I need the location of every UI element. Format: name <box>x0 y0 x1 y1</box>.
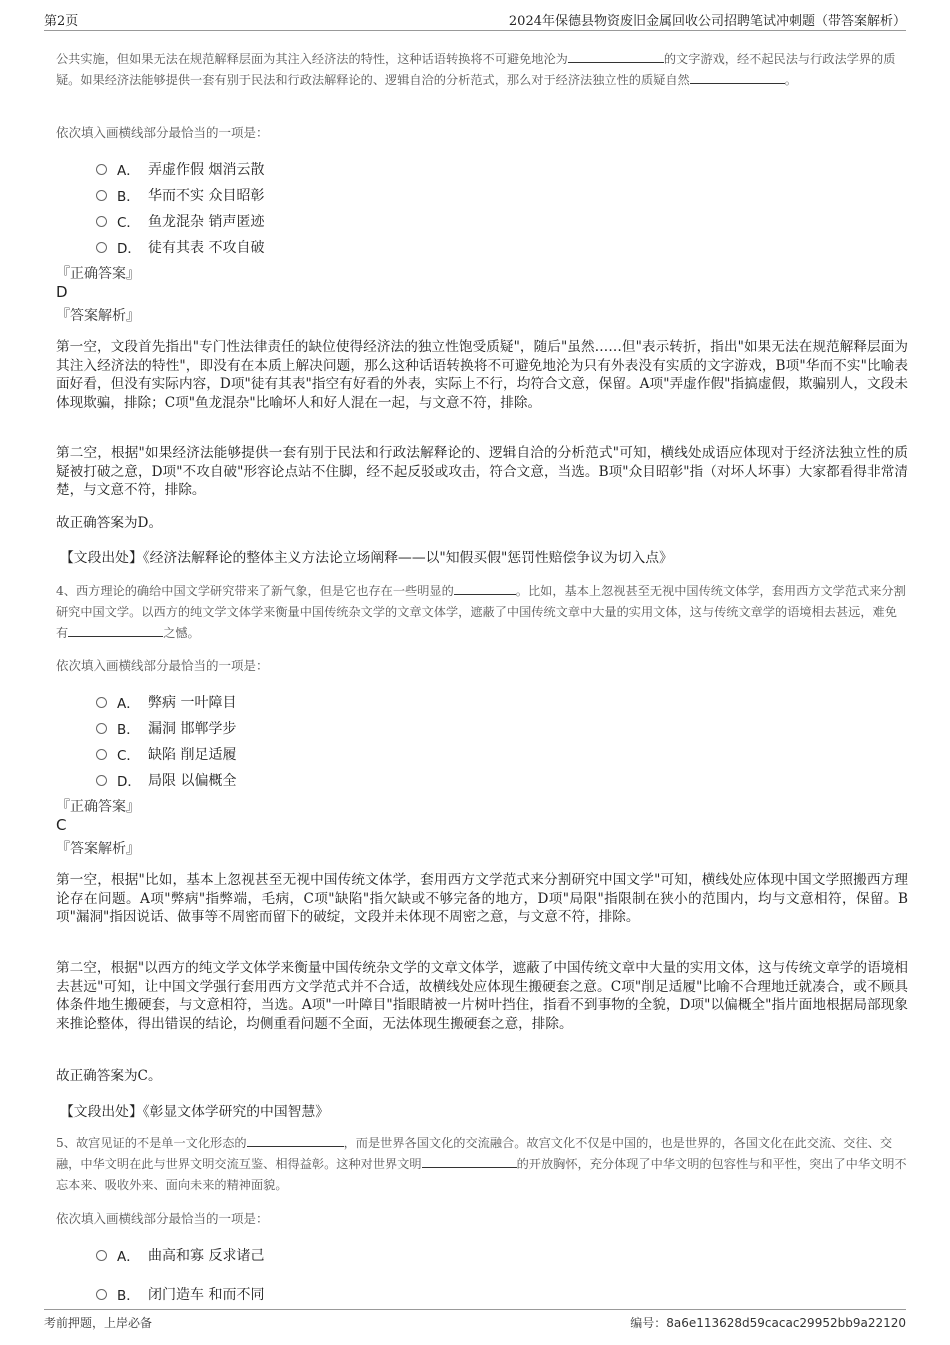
document-code: 编号：8a6e113628d59cacac29952bb9a22120 <box>630 1315 906 1330</box>
radio-icon[interactable] <box>96 1289 107 1300</box>
analysis-paragraph: 第二空，根据"如果经济法能够提供一套有别于民法和行政法解释论的、逻辑自洽的分析范式"可知，横线处成语应体现对于经济法独立性的质疑被打破之意，D项"不攻自破"形容论点站不住脚，经不起反驳或攻击，符合文意，当选。B项"众目昭彰"指（对坏人坏事）大家都看得非常清楚，与文意不符，排除。 <box>56 445 908 499</box>
radio-icon[interactable] <box>96 216 107 227</box>
analysis-conclusion: 故正确答案为D。 <box>56 515 163 531</box>
document-title: 2024年保德县物资废旧金属回收公司招聘笔试冲刺题（带答案解析） <box>508 13 906 29</box>
question-5-text: 5、故宫见证的不是单一文化形态的 ，而是世界各国文化的交流融合。故宫文化不仅是中国的，也是世界的，各国文化在此交流、交往、交融，中华文明在此与世界文明交流互鉴、相得益彰。这种对世界文明 的开放胸怀，充分体现了中华文明的包容性与和平性，突出了中华文明不忘本来、吸收外来、面向未来的精神面貌。 <box>56 1136 907 1192</box>
option-d[interactable]: D． 徒有其表 不攻自破 <box>96 237 264 257</box>
page-footer <box>44 1309 906 1334</box>
blank-line <box>690 71 785 84</box>
analysis-paragraph: 第一空，文段首先指出"专门性法律责任的缺位使得经济法的独立性饱受质疑"，随后"虽然……但"表示转折，指出"如果无法在规范解释层面为其注入经济法的特性"，即没有在本质上解决问题，那么这种话语转换将不可避免地沦为只有外表没有实质的文字游戏，B项"华而不实"比喻表面好看，但没有实际内容，D项"徒有其表"指空有好看的外表，实际上不行，均符合文意，保留。A项"弄虚作假"指搞虚假，欺骗别人，文段未体现欺骗，排除；C项"鱼龙混杂"比喻坏人和好人混在一起，与文意不符，排除。 <box>56 339 908 411</box>
blank-line <box>454 582 516 595</box>
radio-icon[interactable] <box>96 697 107 708</box>
radio-icon[interactable] <box>96 749 107 760</box>
source-citation: 【文段出处】《彰显文体学研究的中国智慧》 <box>60 1104 330 1120</box>
blank-line <box>568 50 664 63</box>
answer-label: 『正确答案』 <box>56 266 140 282</box>
question-4-text: 4、西方理论的确给中国文学研究带来了新气象，但是它也存在一些明显的 。比如，基本上忽视甚至无视中国传统文体学，套用西方文学范式来分割研究中国文学。以西方的纯文学文体学来衡量中国传统杂文学的文章文体学，遮蔽了中国传统文章中大量的实用文体，这与传统文章学的语境相去甚远，难免有 之憾。 <box>56 584 906 640</box>
radio-icon[interactable] <box>96 775 107 786</box>
source-citation: 【文段出处】《经济法解释论的整体主义方法论立场阐释——以"知假买假"惩罚性赔偿争议为切入点》 <box>60 550 673 566</box>
question-4-instruction: 依次填入画横线部分最恰当的一项是： <box>56 658 269 673</box>
page-number: 第2页 <box>44 13 79 29</box>
option-b[interactable]: B． 漏洞 邯郸学步 <box>96 718 236 738</box>
option-a[interactable]: A． 弄虚作假 烟消云散 <box>96 159 264 179</box>
answer-label: 『正确答案』 <box>56 799 140 815</box>
page-header <box>44 8 906 31</box>
radio-icon[interactable] <box>96 1250 107 1261</box>
analysis-paragraph: 第二空，根据"以西方的纯文学文体学来衡量中国传统杂文学的文章文体学，遮蔽了中国传统文章中大量的实用文体，这与传统文章学的语境相去甚远"可知，让中国文学强行套用西方文学范式并不合适，故横线处应体现生搬硬套之意。C项"削足适履"比喻不合理地迁就凑合，或不顾具体条件地生搬硬套，与文意相符，当选。A项"一叶障目"指眼睛被一片树叶挡住，指看不到事物的全貌，D项"以偏概全"指片面地根据局部现象来推论整体，得出错误的结论，均侧重看问题不全面，无法体现生搬硬套之意，排除。 <box>56 960 908 1032</box>
option-b[interactable]: B． 华而不实 众目昭彰 <box>96 185 264 205</box>
question-5-instruction: 依次填入画横线部分最恰当的一项是： <box>56 1211 269 1226</box>
option-a[interactable]: A． 曲高和寡 反求诸己 <box>96 1245 264 1265</box>
question-3-instruction: 依次填入画横线部分最恰当的一项是： <box>56 125 269 140</box>
analysis-label: 『答案解析』 <box>56 308 140 324</box>
option-c[interactable]: C． 鱼龙混杂 销声匿迹 <box>96 211 264 231</box>
radio-icon[interactable] <box>96 190 107 201</box>
radio-icon[interactable] <box>96 242 107 253</box>
analysis-label: 『答案解析』 <box>56 841 140 857</box>
option-a[interactable]: A． 弊病 一叶障目 <box>96 692 236 712</box>
answer-value: D <box>56 283 68 301</box>
answer-value: C <box>56 816 67 834</box>
blank-line <box>247 1134 344 1147</box>
analysis-conclusion: 故正确答案为C。 <box>56 1068 162 1084</box>
analysis-paragraph: 第一空，根据"比如，基本上忽视甚至无视中国传统文体学，套用西方文学范式来分割研究中国文学"可知，横线处应体现中国文学照搬西方理论存在问题。A项"弊病"指弊端，毛病，C项"缺陷"指欠缺或不够完备的地方，D项"局限"指限制在狭小的范围内，均与文意相符，保留。B项"漏洞"指因说话、做事等不周密而留下的破绽，文段并未体现不周密之意，与文意不符，排除。 <box>56 872 908 926</box>
option-b[interactable]: B． 闭门造车 和而不同 <box>96 1284 264 1304</box>
blank-line <box>422 1155 517 1168</box>
radio-icon[interactable] <box>96 164 107 175</box>
option-c[interactable]: C． 缺陷 削足适履 <box>96 744 236 764</box>
blank-line <box>68 624 163 637</box>
option-d[interactable]: D． 局限 以偏概全 <box>96 770 236 790</box>
question-3-text: 公共实施，但如果无法在规范解释层面为其注入经济法的特性，这种话语转换将不可避免地沦为 的文字游戏，经不起民法与行政法学界的质疑。如果经济法能够提供一套有别于民法和行政法解释论的、逻辑自洽的分析范式，那么对于经济法独立性的质疑自然 。 <box>56 52 896 87</box>
radio-icon[interactable] <box>96 723 107 734</box>
footer-slogan: 考前押题，上岸必备 <box>44 1315 153 1330</box>
